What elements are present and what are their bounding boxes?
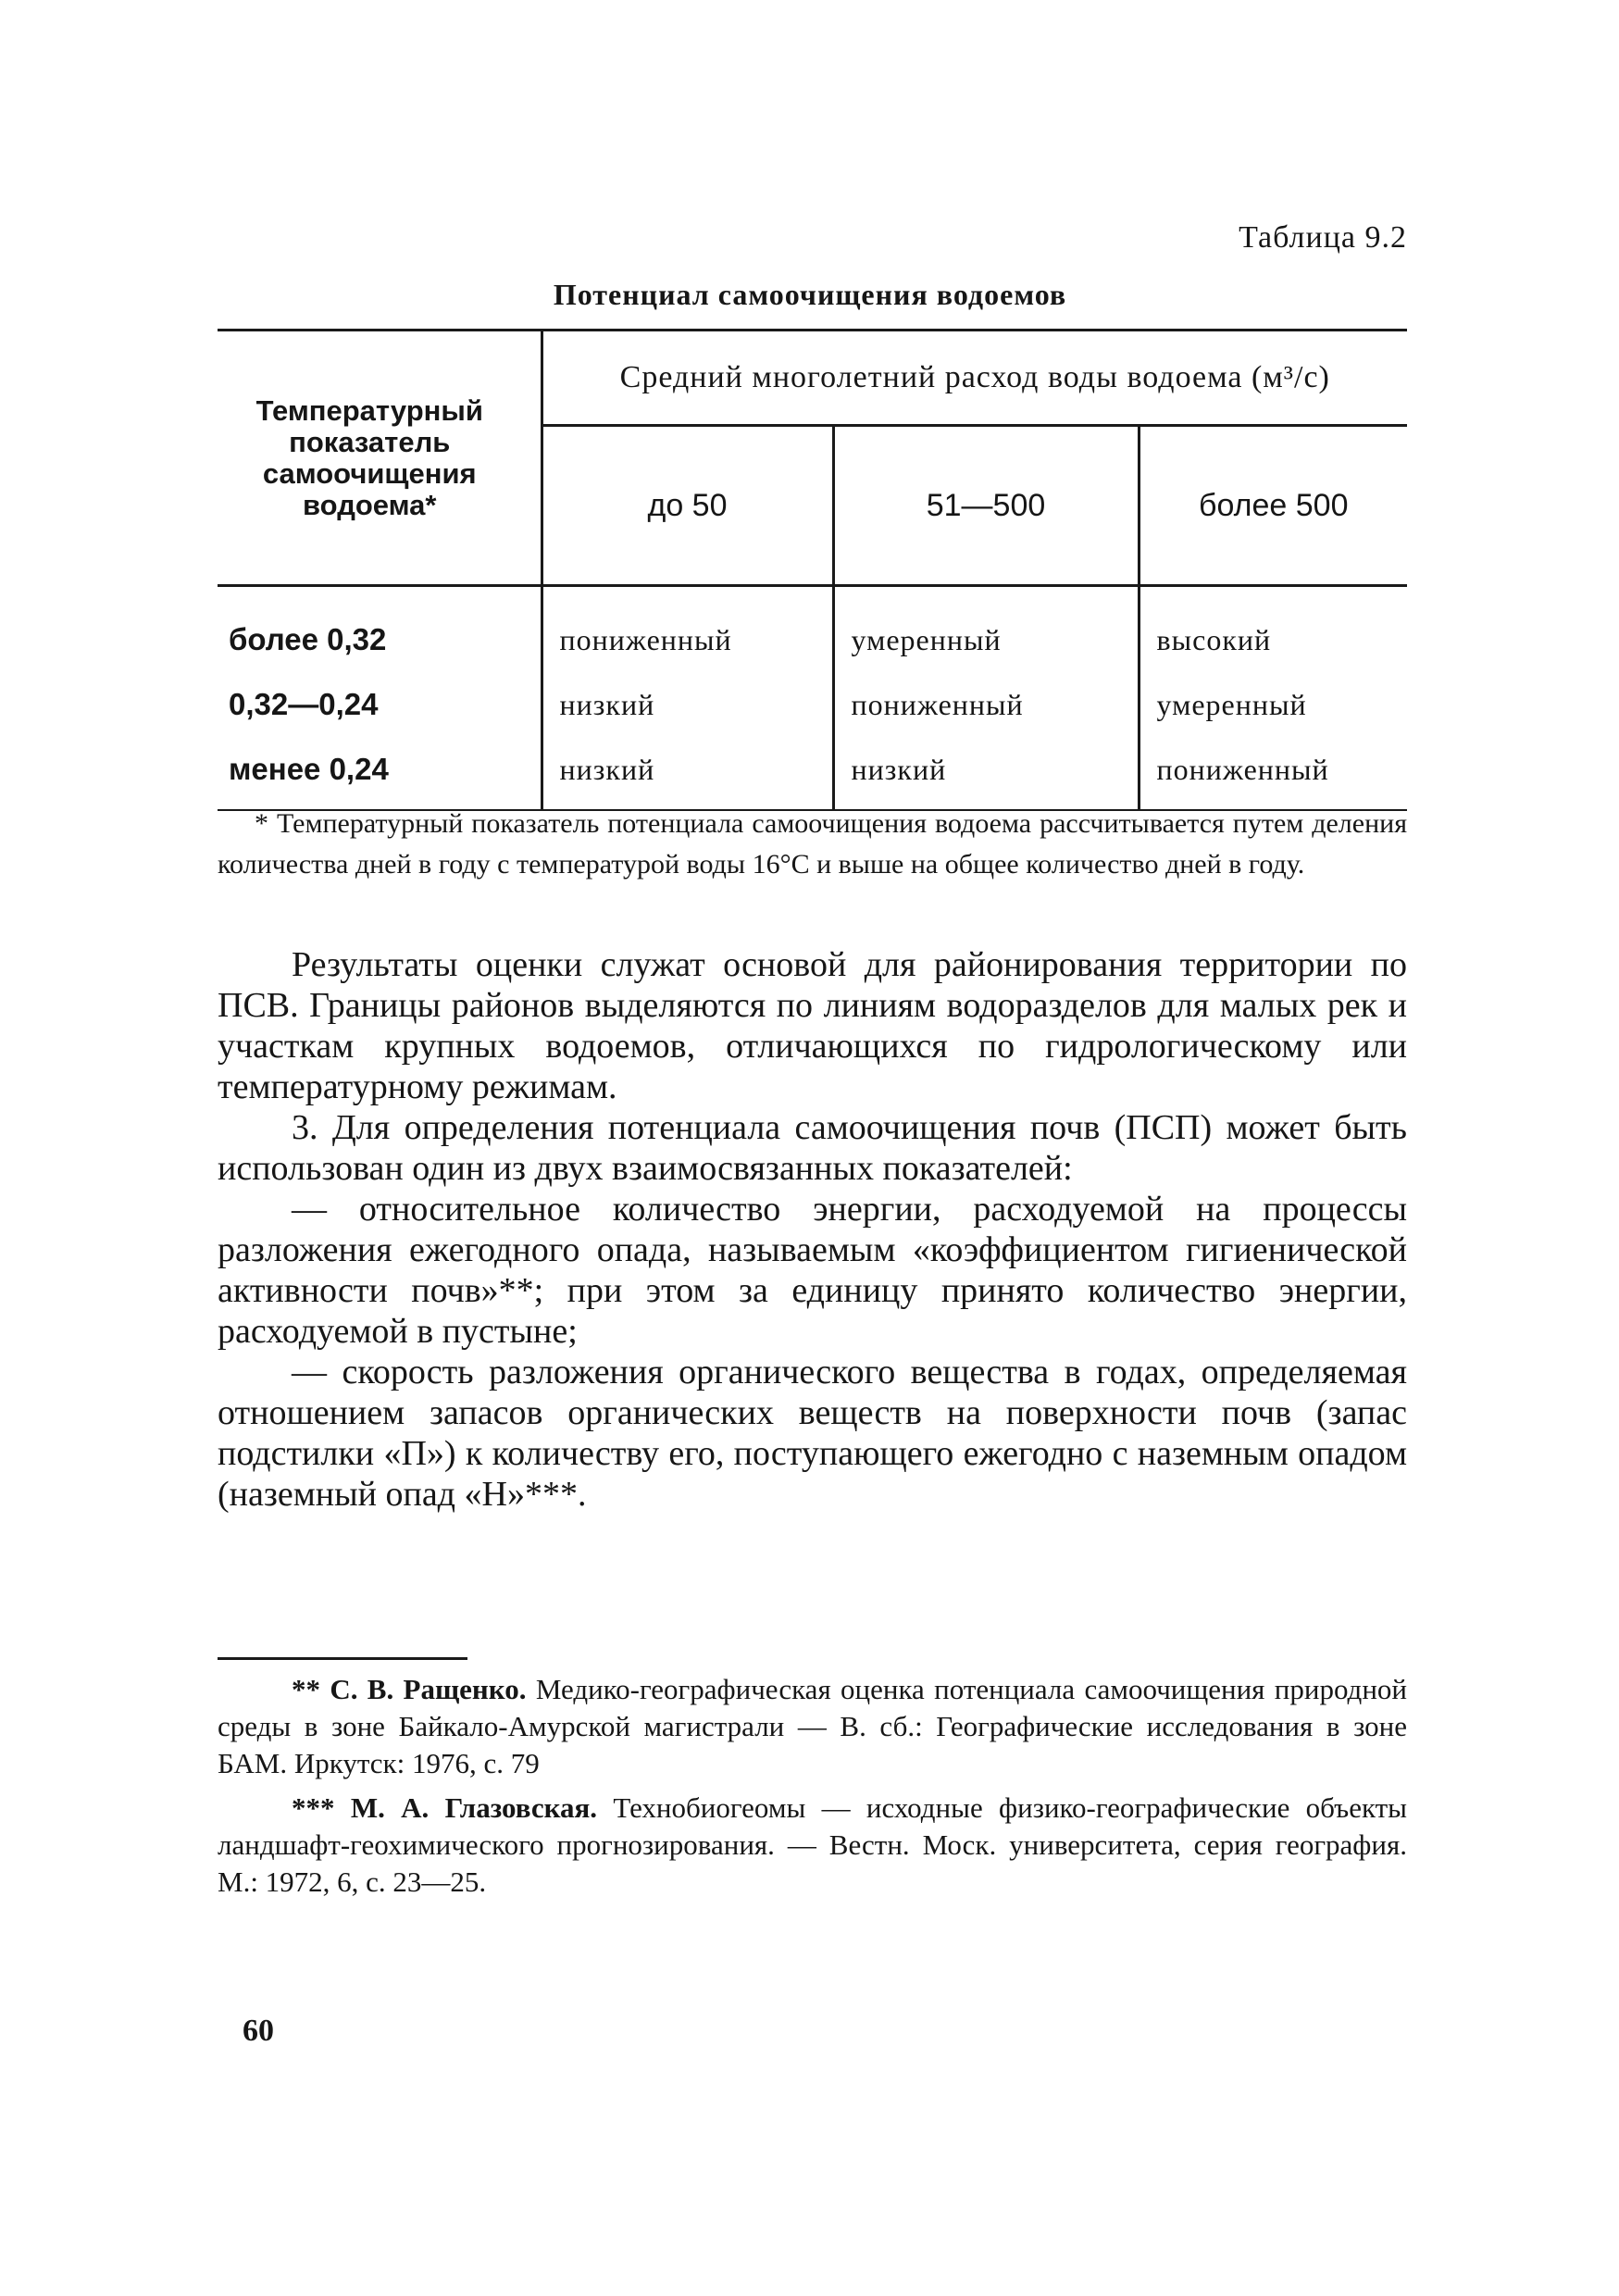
footnote [218, 1671, 1407, 1782]
footnote-author: С. В. Ращенко. [330, 1673, 527, 1705]
table-cell: умеренный [1156, 687, 1307, 721]
header-temperature-indicator: Температурный показатель самоочищения водоема* [218, 331, 542, 586]
paragraph: — скорость разложения органического вещества в годах, определяемая отношением запасов органических веществ на поверхности почв (запас подстилки «П») к количеству его, поступающего ежегодно с наземным опадом (наземный опад «Н»***. [218, 1353, 1407, 1514]
footnote-text: Технобиогеомы — исходные физико-географические объекты ландшафт-геохимического прогнозирования. — Вестн. Моск. университета, серия география. М.: 1972, 6, с. 23—25. [218, 1791, 1407, 1898]
paragraph: Результаты оценки служат основой для районирования территории по ПСВ. Границы районов выделяются по линиям водоразделов для малых рек и участкам крупных водоемов, отличающихся по гидрологическому или температурному режимам. [218, 945, 1407, 1106]
table-title: Потенциал самоочищения водоемов [553, 278, 1067, 311]
table-row [218, 672, 1407, 737]
paragraph: 3. Для определения потенциала самоочищения почв (ПСП) может быть использован один из двух взаимосвязанных показателей: [218, 1108, 1407, 1188]
table-footnote: * Температурный показатель потенциала самоочищения водоема рассчитывается путем деления количества дней в году с температурой воды 16°С и выше на общее количество дней в году. [218, 808, 1407, 880]
footnote [218, 1790, 1407, 1901]
table-cell: низкий [833, 737, 1139, 810]
footnote-marker: *** [292, 1791, 335, 1824]
table-cell: низкий [542, 672, 833, 737]
footnote-divider [218, 1657, 467, 1660]
page-number: 60 [243, 2014, 274, 2048]
column-header-51-500: 51—500 [833, 426, 1139, 586]
footnotes [218, 1671, 1407, 1908]
paragraph: — относительное количество энергии, расходуемой на процессы разложения ежегодного опада, называемым «коэффициентом гигиенической активности почв»**; при этом за единицу принято количество энергии, расходуемой в пустыне; [218, 1190, 1407, 1351]
footnote-text: Медико-географическая оценка потенциала самоочищения природной среды в зоне Байкало-Амурской магистрали — В. сб.: Географические исследования в зоне БАМ. Иркутск: 1976, с. 79 [218, 1673, 1408, 1779]
table-cell: низкий [542, 737, 833, 810]
row-label: более 0,32 [218, 607, 542, 672]
row-label: менее 0,24 [218, 737, 542, 810]
table-number-label: Таблица 9.2 [1239, 220, 1407, 255]
table-cell: пониженный [833, 672, 1139, 737]
table-cell: высокий [1156, 622, 1272, 656]
self-purification-table [218, 329, 1407, 811]
table-spacer-row [218, 586, 1407, 608]
footnote-marker: ** [292, 1673, 320, 1705]
table-row [218, 737, 1407, 810]
table-cell: пониженный [1156, 752, 1329, 786]
column-header-over-500: более 500 [1139, 426, 1407, 586]
body-text [218, 944, 1407, 1515]
table-cell: умеренный [833, 607, 1139, 672]
table-cell: пониженный [542, 607, 833, 672]
header-water-discharge: Средний многолетний расход воды водоема (м³/с) [542, 331, 1407, 426]
table-row [218, 607, 1407, 672]
column-header-up-to-50: до 50 [542, 426, 833, 586]
footnote-author: М. А. Глазовская. [350, 1791, 597, 1824]
row-label: 0,32—0,24 [218, 672, 542, 737]
